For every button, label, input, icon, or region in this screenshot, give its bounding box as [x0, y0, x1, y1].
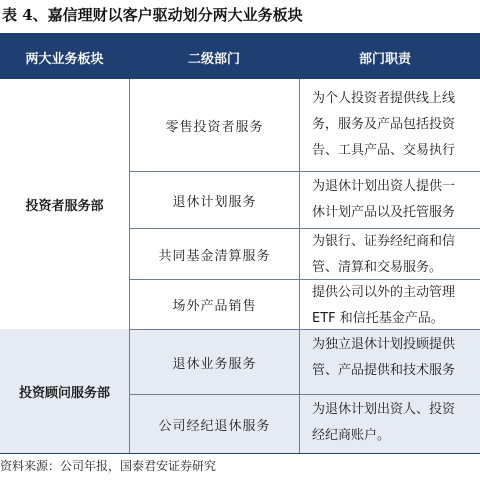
duty-corporate-brokerage-retirement	[299, 395, 480, 453]
business-table	[0, 35, 480, 453]
duty-line: ETF 和信托基金产品。	[312, 311, 444, 326]
duty-line: 为退休计划出资人、投资	[312, 402, 456, 417]
duty-line: 为个人投资者提供线上线	[312, 91, 456, 106]
sub-retail: 零售投资者服务	[129, 79, 299, 171]
sub-otc-sales: 场外产品销售	[129, 280, 299, 329]
segment-investor-services: 投资者服务部	[0, 79, 129, 329]
sub-retirement-business: 退休业务服务	[129, 330, 299, 394]
table-title: 表 4、嘉信理财以客户驱动划分两大业务板块	[2, 6, 303, 24]
sub-fund-clearing: 共同基金清算服务	[129, 229, 299, 279]
duty-line: 提供公司以外的主动管理	[312, 285, 456, 300]
duty-line: 经纪商账户。	[312, 428, 391, 443]
duty-retirement-business	[299, 330, 480, 394]
duty-otc-sales	[299, 280, 480, 329]
duty-line: 管、产品提供和技术服务	[312, 363, 456, 378]
duty-line: 为独立退休计划投顾提供	[312, 337, 456, 352]
duty-line: 告、工具产品、交易执行	[312, 143, 456, 158]
duty-fund-clearing	[299, 229, 480, 279]
header-department: 二级部门	[129, 35, 299, 79]
sub-corporate-brokerage-retirement: 公司经纪退休服务	[129, 395, 299, 453]
source-note: 资料来源：公司年报，国泰君安证券研究	[0, 459, 217, 473]
header-duty: 部门职责	[299, 35, 480, 79]
segment-advisor-services: 投资顾问服务部	[0, 329, 129, 453]
duty-line: 管、清算和交易服务。	[312, 260, 443, 275]
sub-retirement-plan: 退休计划服务	[129, 172, 299, 228]
duty-retail	[299, 79, 480, 171]
bottom-rule	[0, 453, 480, 454]
header-segment: 两大业务板块	[0, 35, 129, 79]
duty-line: 为退休计划出资人提供一	[312, 179, 456, 194]
duty-line: 务，服务及产品包括投资	[312, 117, 456, 132]
duty-line: 为银行、证券经纪商和信	[312, 234, 456, 249]
duty-line: 休计划产品以及托管服务	[312, 205, 456, 220]
duty-retirement-plan	[299, 172, 480, 228]
